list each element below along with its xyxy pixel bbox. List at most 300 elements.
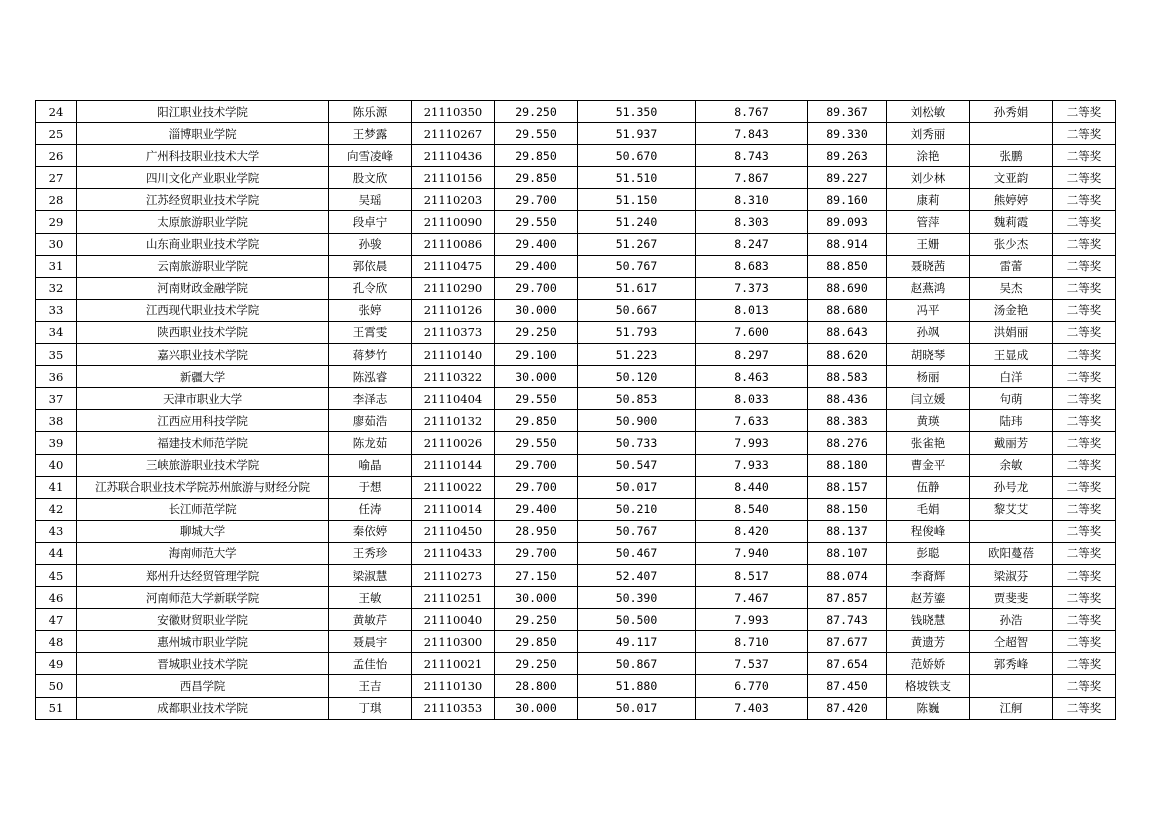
advisor-2-cell: 黎艾艾 xyxy=(970,498,1053,520)
student-id-cell: 21110475 xyxy=(412,255,495,277)
table-row xyxy=(36,520,1116,542)
table-row xyxy=(36,233,1116,255)
award-cell: 二等奖 xyxy=(1053,101,1116,123)
score-a-cell: 29.850 xyxy=(495,145,578,167)
table-row xyxy=(36,631,1116,653)
advisor-2-cell: 江舸 xyxy=(970,697,1053,719)
score-b-cell: 50.733 xyxy=(578,432,696,454)
student-name-cell: 吴瑶 xyxy=(329,189,412,211)
rank-cell: 48 xyxy=(36,631,77,653)
score-c-cell: 8.297 xyxy=(696,344,808,366)
table-row xyxy=(36,432,1116,454)
score-c-cell: 7.933 xyxy=(696,454,808,476)
total-score-cell: 88.690 xyxy=(808,277,887,299)
score-b-cell: 51.240 xyxy=(578,211,696,233)
score-b-cell: 52.407 xyxy=(578,564,696,586)
score-a-cell: 30.000 xyxy=(495,299,578,321)
advisor-2-cell: 仝超智 xyxy=(970,631,1053,653)
rank-cell: 27 xyxy=(36,167,77,189)
rank-cell: 44 xyxy=(36,542,77,564)
award-cell: 二等奖 xyxy=(1053,675,1116,697)
rank-cell: 39 xyxy=(36,432,77,454)
advisor-2-cell: 王显成 xyxy=(970,344,1053,366)
student-id-cell: 21110450 xyxy=(412,520,495,542)
student-id-cell: 21110273 xyxy=(412,564,495,586)
score-a-cell: 29.550 xyxy=(495,123,578,145)
student-id-cell: 21110132 xyxy=(412,410,495,432)
score-a-cell: 29.700 xyxy=(495,542,578,564)
rank-cell: 28 xyxy=(36,189,77,211)
student-id-cell: 21110436 xyxy=(412,145,495,167)
school-cell: 江西应用科技学院 xyxy=(77,410,329,432)
student-id-cell: 21110086 xyxy=(412,233,495,255)
student-id-cell: 21110203 xyxy=(412,189,495,211)
school-cell: 太原旅游职业学院 xyxy=(77,211,329,233)
total-score-cell: 88.643 xyxy=(808,321,887,343)
score-b-cell: 50.120 xyxy=(578,366,696,388)
total-score-cell: 88.276 xyxy=(808,432,887,454)
school-cell: 江苏经贸职业技术学院 xyxy=(77,189,329,211)
total-score-cell: 88.150 xyxy=(808,498,887,520)
student-name-cell: 孔令欣 xyxy=(329,277,412,299)
score-c-cell: 7.940 xyxy=(696,542,808,564)
rank-cell: 45 xyxy=(36,564,77,586)
rank-cell: 51 xyxy=(36,697,77,719)
total-score-cell: 89.227 xyxy=(808,167,887,189)
advisor-2-cell: 张少杰 xyxy=(970,233,1053,255)
score-a-cell: 27.150 xyxy=(495,564,578,586)
student-id-cell: 21110322 xyxy=(412,366,495,388)
student-id-cell: 21110026 xyxy=(412,432,495,454)
score-b-cell: 50.867 xyxy=(578,653,696,675)
score-a-cell: 29.250 xyxy=(495,609,578,631)
score-b-cell: 51.150 xyxy=(578,189,696,211)
total-score-cell: 87.743 xyxy=(808,609,887,631)
award-cell: 二等奖 xyxy=(1053,609,1116,631)
table-row xyxy=(36,123,1116,145)
advisor-1-cell: 刘少林 xyxy=(887,167,970,189)
advisor-1-cell: 涂艳 xyxy=(887,145,970,167)
rank-cell: 30 xyxy=(36,233,77,255)
advisor-1-cell: 刘松敏 xyxy=(887,101,970,123)
advisor-2-cell: 汤金艳 xyxy=(970,299,1053,321)
score-b-cell: 51.937 xyxy=(578,123,696,145)
score-a-cell: 29.700 xyxy=(495,189,578,211)
award-cell: 二等奖 xyxy=(1053,410,1116,432)
student-name-cell: 股文欣 xyxy=(329,167,412,189)
table-row xyxy=(36,388,1116,410)
student-id-cell: 21110350 xyxy=(412,101,495,123)
table-row xyxy=(36,344,1116,366)
advisor-2-cell: 文亚韵 xyxy=(970,167,1053,189)
award-cell: 二等奖 xyxy=(1053,498,1116,520)
score-b-cell: 50.467 xyxy=(578,542,696,564)
table-row xyxy=(36,255,1116,277)
advisor-2-cell: 白洋 xyxy=(970,366,1053,388)
award-cell: 二等奖 xyxy=(1053,366,1116,388)
score-c-cell: 7.867 xyxy=(696,167,808,189)
score-c-cell: 8.517 xyxy=(696,564,808,586)
school-cell: 四川文化产业职业学院 xyxy=(77,167,329,189)
score-a-cell: 30.000 xyxy=(495,587,578,609)
total-score-cell: 88.383 xyxy=(808,410,887,432)
school-cell: 三峡旅游职业技术学院 xyxy=(77,454,329,476)
school-cell: 阳江职业技术学院 xyxy=(77,101,329,123)
table-body xyxy=(36,101,1116,720)
total-score-cell: 89.330 xyxy=(808,123,887,145)
table-row xyxy=(36,145,1116,167)
total-score-cell: 88.850 xyxy=(808,255,887,277)
total-score-cell: 89.367 xyxy=(808,101,887,123)
student-name-cell: 廖茹浩 xyxy=(329,410,412,432)
score-b-cell: 51.510 xyxy=(578,167,696,189)
student-name-cell: 孙骏 xyxy=(329,233,412,255)
total-score-cell: 88.436 xyxy=(808,388,887,410)
score-c-cell: 8.440 xyxy=(696,476,808,498)
total-score-cell: 88.583 xyxy=(808,366,887,388)
rank-cell: 37 xyxy=(36,388,77,410)
student-name-cell: 段卓宁 xyxy=(329,211,412,233)
rank-cell: 41 xyxy=(36,476,77,498)
award-cell: 二等奖 xyxy=(1053,388,1116,410)
rank-cell: 40 xyxy=(36,454,77,476)
score-c-cell: 8.683 xyxy=(696,255,808,277)
student-name-cell: 喻晶 xyxy=(329,454,412,476)
student-id-cell: 21110290 xyxy=(412,277,495,299)
school-cell: 安徽财贸职业学院 xyxy=(77,609,329,631)
student-name-cell: 任涛 xyxy=(329,498,412,520)
award-cell: 二等奖 xyxy=(1053,255,1116,277)
advisor-1-cell: 孙飒 xyxy=(887,321,970,343)
score-b-cell: 50.390 xyxy=(578,587,696,609)
rank-cell: 43 xyxy=(36,520,77,542)
score-c-cell: 8.310 xyxy=(696,189,808,211)
table-row xyxy=(36,211,1116,233)
school-cell: 长江师范学院 xyxy=(77,498,329,520)
school-cell: 新疆大学 xyxy=(77,366,329,388)
table-row xyxy=(36,697,1116,719)
advisor-2-cell: 张鹏 xyxy=(970,145,1053,167)
advisor-2-cell xyxy=(970,675,1053,697)
advisor-1-cell: 刘秀丽 xyxy=(887,123,970,145)
advisor-2-cell: 郭秀峰 xyxy=(970,653,1053,675)
advisor-1-cell: 管萍 xyxy=(887,211,970,233)
rank-cell: 50 xyxy=(36,675,77,697)
total-score-cell: 88.180 xyxy=(808,454,887,476)
score-c-cell: 8.463 xyxy=(696,366,808,388)
rank-cell: 49 xyxy=(36,653,77,675)
score-c-cell: 8.710 xyxy=(696,631,808,653)
score-b-cell: 50.500 xyxy=(578,609,696,631)
student-name-cell: 秦依婷 xyxy=(329,520,412,542)
student-name-cell: 蒋梦竹 xyxy=(329,344,412,366)
score-b-cell: 50.017 xyxy=(578,476,696,498)
school-cell: 成都职业技术学院 xyxy=(77,697,329,719)
advisor-1-cell: 赵燕鸿 xyxy=(887,277,970,299)
score-c-cell: 7.993 xyxy=(696,609,808,631)
score-b-cell: 50.900 xyxy=(578,410,696,432)
total-score-cell: 89.263 xyxy=(808,145,887,167)
student-id-cell: 21110021 xyxy=(412,653,495,675)
advisor-1-cell: 彭聪 xyxy=(887,542,970,564)
score-a-cell: 29.850 xyxy=(495,167,578,189)
table-row xyxy=(36,675,1116,697)
student-name-cell: 丁琪 xyxy=(329,697,412,719)
score-a-cell: 29.400 xyxy=(495,255,578,277)
score-c-cell: 7.537 xyxy=(696,653,808,675)
school-cell: 江西现代职业技术学院 xyxy=(77,299,329,321)
school-cell: 西昌学院 xyxy=(77,675,329,697)
advisor-2-cell: 魏莉霞 xyxy=(970,211,1053,233)
award-cell: 二等奖 xyxy=(1053,321,1116,343)
student-id-cell: 21110251 xyxy=(412,587,495,609)
score-b-cell: 50.767 xyxy=(578,255,696,277)
score-a-cell: 29.550 xyxy=(495,211,578,233)
score-c-cell: 8.033 xyxy=(696,388,808,410)
table-row xyxy=(36,564,1116,586)
advisor-1-cell: 黄遗芳 xyxy=(887,631,970,653)
rank-cell: 31 xyxy=(36,255,77,277)
advisor-1-cell: 胡晓琴 xyxy=(887,344,970,366)
student-id-cell: 21110090 xyxy=(412,211,495,233)
student-name-cell: 张婷 xyxy=(329,299,412,321)
total-score-cell: 87.654 xyxy=(808,653,887,675)
total-score-cell: 88.620 xyxy=(808,344,887,366)
score-a-cell: 29.850 xyxy=(495,410,578,432)
score-c-cell: 8.247 xyxy=(696,233,808,255)
table-row xyxy=(36,101,1116,123)
score-c-cell: 7.403 xyxy=(696,697,808,719)
table-row xyxy=(36,167,1116,189)
table-row xyxy=(36,609,1116,631)
award-cell: 二等奖 xyxy=(1053,454,1116,476)
award-cell: 二等奖 xyxy=(1053,564,1116,586)
school-cell: 云南旅游职业学院 xyxy=(77,255,329,277)
school-cell: 天津市职业大学 xyxy=(77,388,329,410)
award-cell: 二等奖 xyxy=(1053,542,1116,564)
school-cell: 陕西职业技术学院 xyxy=(77,321,329,343)
rank-cell: 35 xyxy=(36,344,77,366)
advisor-2-cell: 孙秀娟 xyxy=(970,101,1053,123)
advisor-2-cell xyxy=(970,123,1053,145)
school-cell: 河南财政金融学院 xyxy=(77,277,329,299)
advisor-2-cell: 洪娟丽 xyxy=(970,321,1053,343)
total-score-cell: 87.857 xyxy=(808,587,887,609)
award-cell: 二等奖 xyxy=(1053,277,1116,299)
advisor-1-cell: 陈巍 xyxy=(887,697,970,719)
award-cell: 二等奖 xyxy=(1053,123,1116,145)
score-c-cell: 7.600 xyxy=(696,321,808,343)
award-cell: 二等奖 xyxy=(1053,653,1116,675)
advisor-2-cell: 孙浩 xyxy=(970,609,1053,631)
rank-cell: 42 xyxy=(36,498,77,520)
score-a-cell: 29.700 xyxy=(495,277,578,299)
table-row xyxy=(36,454,1116,476)
rank-cell: 25 xyxy=(36,123,77,145)
student-id-cell: 21110130 xyxy=(412,675,495,697)
total-score-cell: 88.157 xyxy=(808,476,887,498)
advisor-2-cell: 雷蕾 xyxy=(970,255,1053,277)
school-cell: 广州科技职业技术大学 xyxy=(77,145,329,167)
student-id-cell: 21110144 xyxy=(412,454,495,476)
score-b-cell: 50.547 xyxy=(578,454,696,476)
advisor-1-cell: 聂晓茜 xyxy=(887,255,970,277)
school-cell: 江苏联合职业技术学院苏州旅游与财经分院 xyxy=(77,476,329,498)
student-name-cell: 聂晨宇 xyxy=(329,631,412,653)
rank-cell: 32 xyxy=(36,277,77,299)
table-row xyxy=(36,366,1116,388)
score-b-cell: 50.767 xyxy=(578,520,696,542)
score-c-cell: 8.743 xyxy=(696,145,808,167)
advisor-1-cell: 张雀艳 xyxy=(887,432,970,454)
award-cell: 二等奖 xyxy=(1053,344,1116,366)
score-c-cell: 7.993 xyxy=(696,432,808,454)
award-cell: 二等奖 xyxy=(1053,520,1116,542)
rank-cell: 38 xyxy=(36,410,77,432)
score-a-cell: 29.100 xyxy=(495,344,578,366)
student-name-cell: 王秀珍 xyxy=(329,542,412,564)
award-cell: 二等奖 xyxy=(1053,587,1116,609)
advisor-2-cell: 陆玮 xyxy=(970,410,1053,432)
score-c-cell: 8.767 xyxy=(696,101,808,123)
score-c-cell: 7.467 xyxy=(696,587,808,609)
advisor-2-cell: 余敏 xyxy=(970,454,1053,476)
school-cell: 聊城大学 xyxy=(77,520,329,542)
advisor-1-cell: 冯平 xyxy=(887,299,970,321)
score-a-cell: 28.800 xyxy=(495,675,578,697)
student-id-cell: 21110040 xyxy=(412,609,495,631)
table-row xyxy=(36,277,1116,299)
school-cell: 山东商业职业技术学院 xyxy=(77,233,329,255)
student-name-cell: 王霄雯 xyxy=(329,321,412,343)
table-row xyxy=(36,542,1116,564)
score-b-cell: 50.853 xyxy=(578,388,696,410)
score-a-cell: 28.950 xyxy=(495,520,578,542)
advisor-1-cell: 王姗 xyxy=(887,233,970,255)
rank-cell: 47 xyxy=(36,609,77,631)
school-cell: 惠州城市职业学院 xyxy=(77,631,329,653)
student-id-cell: 21110404 xyxy=(412,388,495,410)
score-c-cell: 7.633 xyxy=(696,410,808,432)
total-score-cell: 89.093 xyxy=(808,211,887,233)
score-b-cell: 51.617 xyxy=(578,277,696,299)
school-cell: 河南师范大学新联学院 xyxy=(77,587,329,609)
score-c-cell: 6.770 xyxy=(696,675,808,697)
award-cell: 二等奖 xyxy=(1053,697,1116,719)
advisor-1-cell: 赵芳鎏 xyxy=(887,587,970,609)
advisor-2-cell: 欧阳蔓蓓 xyxy=(970,542,1053,564)
total-score-cell: 88.107 xyxy=(808,542,887,564)
table-row xyxy=(36,189,1116,211)
score-a-cell: 30.000 xyxy=(495,697,578,719)
student-name-cell: 李泽志 xyxy=(329,388,412,410)
table-row xyxy=(36,653,1116,675)
score-a-cell: 29.250 xyxy=(495,101,578,123)
award-cell: 二等奖 xyxy=(1053,432,1116,454)
advisor-2-cell xyxy=(970,520,1053,542)
advisor-1-cell: 杨丽 xyxy=(887,366,970,388)
score-b-cell: 51.350 xyxy=(578,101,696,123)
student-name-cell: 陈乐源 xyxy=(329,101,412,123)
rank-cell: 36 xyxy=(36,366,77,388)
student-id-cell: 21110267 xyxy=(412,123,495,145)
advisor-1-cell: 程俊峰 xyxy=(887,520,970,542)
rank-cell: 33 xyxy=(36,299,77,321)
score-c-cell: 7.373 xyxy=(696,277,808,299)
school-cell: 海南师范大学 xyxy=(77,542,329,564)
score-b-cell: 49.117 xyxy=(578,631,696,653)
total-score-cell: 89.160 xyxy=(808,189,887,211)
score-c-cell: 8.013 xyxy=(696,299,808,321)
advisor-2-cell: 贾斐斐 xyxy=(970,587,1053,609)
student-name-cell: 陈泓睿 xyxy=(329,366,412,388)
advisor-1-cell: 康莉 xyxy=(887,189,970,211)
student-name-cell: 于想 xyxy=(329,476,412,498)
school-cell: 郑州升达经贸管理学院 xyxy=(77,564,329,586)
student-id-cell: 21110140 xyxy=(412,344,495,366)
score-c-cell: 8.540 xyxy=(696,498,808,520)
student-id-cell: 21110014 xyxy=(412,498,495,520)
table-row xyxy=(36,299,1116,321)
score-c-cell: 7.843 xyxy=(696,123,808,145)
school-cell: 嘉兴职业技术学院 xyxy=(77,344,329,366)
student-id-cell: 21110300 xyxy=(412,631,495,653)
table-row xyxy=(36,410,1116,432)
rank-cell: 34 xyxy=(36,321,77,343)
student-name-cell: 王梦露 xyxy=(329,123,412,145)
total-score-cell: 87.450 xyxy=(808,675,887,697)
score-c-cell: 8.303 xyxy=(696,211,808,233)
student-id-cell: 21110022 xyxy=(412,476,495,498)
award-cell: 二等奖 xyxy=(1053,145,1116,167)
score-b-cell: 51.267 xyxy=(578,233,696,255)
student-id-cell: 21110433 xyxy=(412,542,495,564)
total-score-cell: 87.420 xyxy=(808,697,887,719)
advisor-1-cell: 格坡铁支 xyxy=(887,675,970,697)
advisor-2-cell: 孙号龙 xyxy=(970,476,1053,498)
total-score-cell: 87.677 xyxy=(808,631,887,653)
rank-cell: 29 xyxy=(36,211,77,233)
score-a-cell: 29.250 xyxy=(495,653,578,675)
student-name-cell: 陈龙茹 xyxy=(329,432,412,454)
advisor-2-cell: 吴杰 xyxy=(970,277,1053,299)
rank-cell: 26 xyxy=(36,145,77,167)
score-b-cell: 50.667 xyxy=(578,299,696,321)
table-row xyxy=(36,321,1116,343)
total-score-cell: 88.074 xyxy=(808,564,887,586)
score-b-cell: 51.793 xyxy=(578,321,696,343)
advisor-1-cell: 范娇娇 xyxy=(887,653,970,675)
advisor-1-cell: 黄瑛 xyxy=(887,410,970,432)
award-cell: 二等奖 xyxy=(1053,299,1116,321)
student-id-cell: 21110373 xyxy=(412,321,495,343)
advisor-2-cell: 梁淑芬 xyxy=(970,564,1053,586)
score-a-cell: 29.700 xyxy=(495,454,578,476)
student-name-cell: 黄敏芹 xyxy=(329,609,412,631)
table-row xyxy=(36,498,1116,520)
student-name-cell: 王吉 xyxy=(329,675,412,697)
advisor-1-cell: 李裔辉 xyxy=(887,564,970,586)
student-id-cell: 21110353 xyxy=(412,697,495,719)
award-cell: 二等奖 xyxy=(1053,211,1116,233)
advisor-2-cell: 熊婷婷 xyxy=(970,189,1053,211)
student-name-cell: 孟佳怡 xyxy=(329,653,412,675)
score-b-cell: 51.880 xyxy=(578,675,696,697)
score-a-cell: 29.400 xyxy=(495,233,578,255)
student-id-cell: 21110126 xyxy=(412,299,495,321)
school-cell: 福建技术师范学院 xyxy=(77,432,329,454)
score-b-cell: 51.223 xyxy=(578,344,696,366)
